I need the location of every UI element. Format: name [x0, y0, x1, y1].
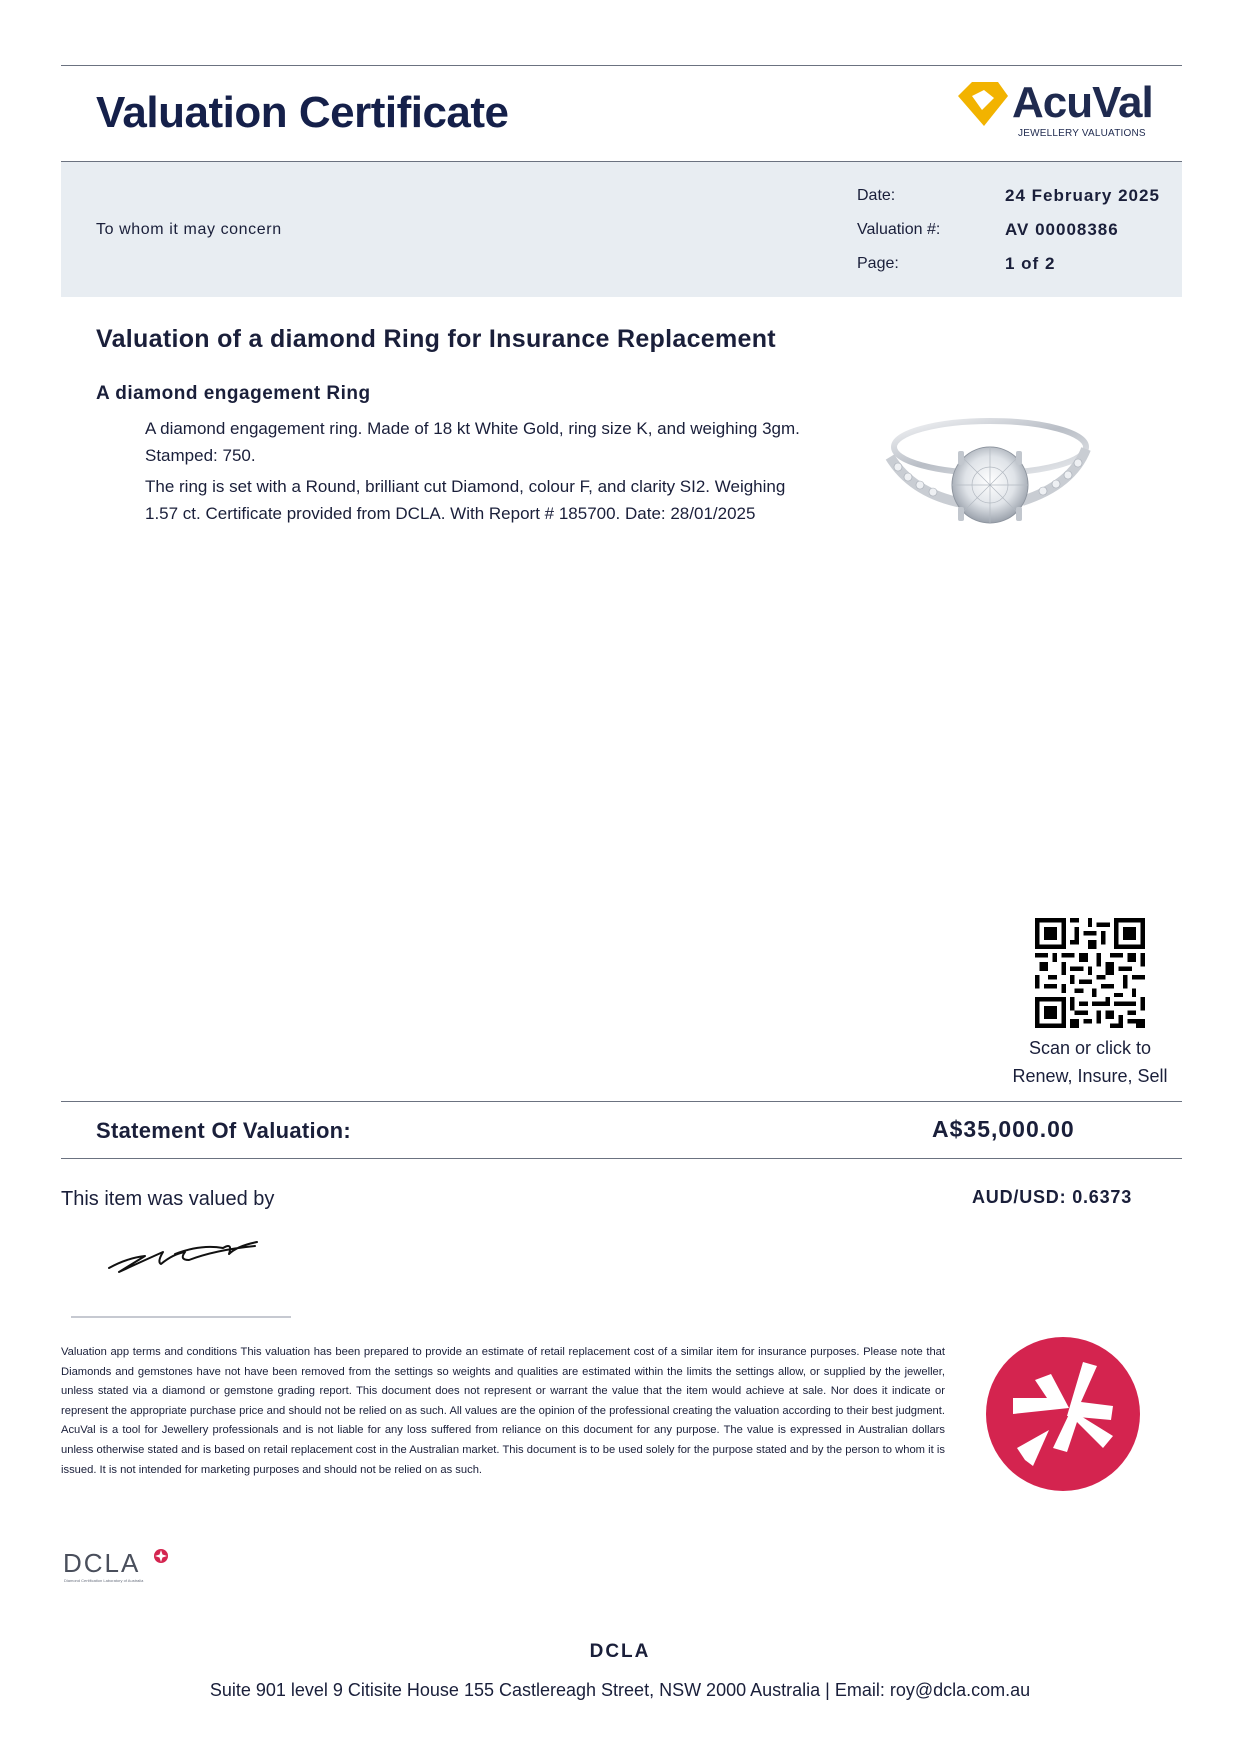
acuval-logo-word: AcuVal [1012, 78, 1153, 127]
page-title: Valuation Certificate [96, 88, 509, 137]
acuval-logo-icon [950, 80, 1010, 130]
statement-bottom-rule [61, 1158, 1182, 1159]
valuer-signature [105, 1232, 260, 1277]
item-title: A diamond engagement Ring [96, 383, 371, 404]
item-description-2: The ring is set with a Round, brilliant cut Diamond, colour F, and clarity SI2. Weighing 1.57 ct. Certificate provided from DCLA. With Report # 185700. Date: 28/01/2025 [145, 477, 786, 523]
dcla-logo-star-icon [153, 1548, 169, 1564]
ring-photo [872, 405, 1102, 545]
acuval-logo [950, 78, 1160, 143]
signature-line [71, 1316, 291, 1318]
item-description-1: A diamond engagement ring. Made of 18 kt White Gold, ring size K, and weighing 3gm. Stamped: 750. [145, 419, 800, 465]
exchange-rate: AUD/USD: 0.6373 [972, 1187, 1133, 1207]
valuation-number-value: AV 00008386 [1005, 220, 1119, 239]
top-rule [61, 65, 1182, 66]
valued-by-label: This item was valued by [61, 1188, 275, 1210]
date-value: 24 February 2025 [1005, 186, 1160, 205]
footer-company-name: DCLA [589, 1641, 651, 1662]
footer-address: Suite 901 level 9 Citisite House 155 Castlereagh Street, NSW 2000 Australia | Email: roy@dcla.com.au [209, 1680, 1031, 1700]
terms-and-conditions: Valuation app terms and conditions This valuation has been prepared to provide an estimate of retail replacement cost of a similar item for insurance purposes. Please note that Diamonds and gemstones have not have been removed from the settings so weights and qualities are estimated within the limits the settings allow, or supplied by the jeweller, unless stated via a diamond or gemstone grading report. This document does not represent or warrant the value that the item would achieve at sale. Nor does it indicate or represent the appropriate purchase price and should not be relied on as such. All values are the opinion of the professional creating the valuation according to their best judgment. AcuVal is a tool for Jewellery professionals and is not liable for any loss suffered from reliance on this document for any purpose. The value is expressed in Australian dollars unless otherwise stated and is based on retail replacement cost in the Australian market. This document is to be used solely for the purpose stated and by the person to whom it is issued. It is not intended for marketing purposes and should not be relied on as such. [61, 1346, 945, 1476]
qr-caption-line1: Scan or click to [1028, 1038, 1152, 1058]
qr-caption-line2: Renew, Insure, Sell [1012, 1066, 1168, 1086]
acuval-logo-tagline: JEWELLERY VALUATIONS [1018, 128, 1146, 139]
greeting: To whom it may concern [96, 221, 282, 238]
dcla-logo-subtitle: Diamond Certification Laboratory of Australia [64, 1578, 144, 1583]
qr-code[interactable] [1035, 918, 1145, 1028]
statement-of-valuation-label: Statement Of Valuation: [96, 1118, 352, 1143]
valuation-heading: Valuation of a diamond Ring for Insurance Replacement [96, 325, 776, 353]
page-value: 1 of 2 [1005, 254, 1056, 273]
dcla-logo-word: DCLA [63, 1548, 141, 1578]
statement-top-rule [61, 1101, 1182, 1102]
date-label: Date: [857, 187, 896, 204]
valuation-number-label: Valuation #: [857, 221, 941, 238]
dcla-emblem [985, 1336, 1141, 1492]
statement-of-valuation-value: A$35,000.00 [932, 1116, 1075, 1142]
qr-caption [995, 1034, 1185, 1090]
page-label: Page: [857, 255, 899, 272]
dcla-logo [61, 1548, 176, 1584]
